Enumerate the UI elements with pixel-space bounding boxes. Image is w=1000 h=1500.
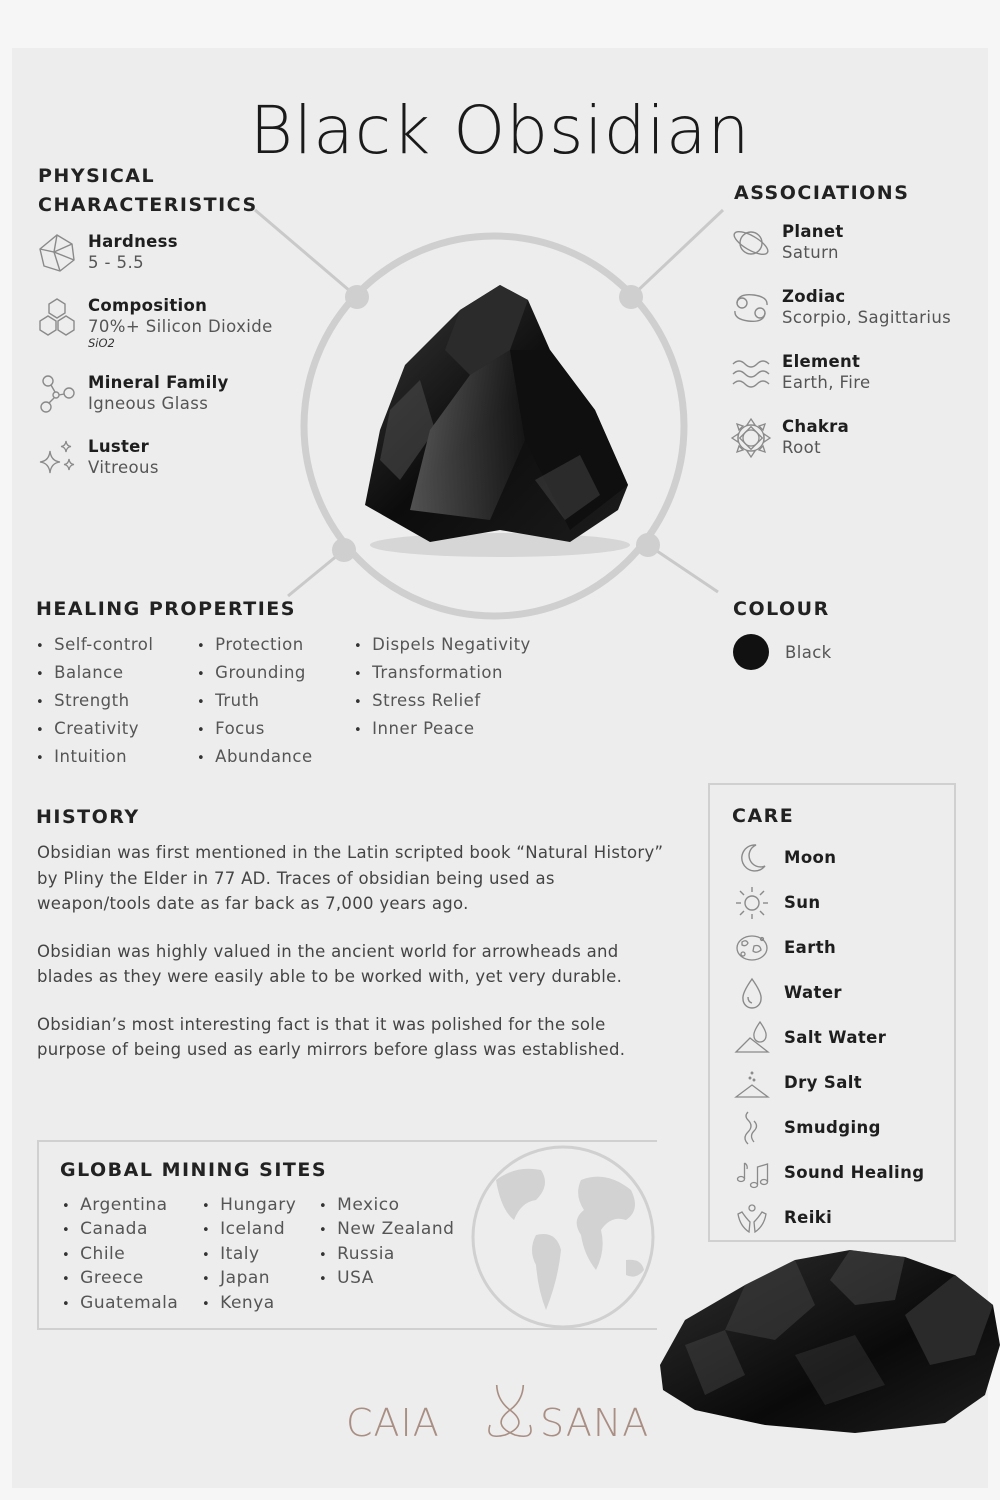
zodiac-icon [730,287,772,329]
care-label: Earth [784,938,837,957]
zodiac-item [730,287,990,352]
zodiac-label: Zodiac [782,287,846,306]
mining-item: • Hungary [202,1194,296,1218]
waves-icon [730,352,772,394]
earth-icon [734,930,770,966]
mineral-family-value: Igneous Glass [88,394,209,413]
history-paragraph: Obsidian’s most interesting fact is that it was polished for the sole purpose of being used as early mirrors before glass was established. [37,1014,626,1059]
mining-item: • New Zealand [319,1218,454,1242]
care-item-sound-healing [734,1150,954,1195]
logo-text-left: CAIA [346,1401,440,1445]
history-paragraph: Obsidian was highly valued in the ancient world for arrowheads and blades as they were easily able to be worked with, yet very durable. [37,941,623,986]
zodiac-value: Scorpio, Sagittarius [782,308,952,327]
planet-label: Planet [782,222,844,241]
mining-item: • Kenya [202,1292,296,1316]
care-item-moon [734,835,954,880]
mining-heading: GLOBAL MINING SITES [60,1159,328,1181]
mining-item: • Chile [62,1243,178,1267]
care-label: Sun [784,893,821,912]
care-item-sun [734,880,954,925]
crystal-icon [36,232,78,274]
care-label: Moon [784,848,837,867]
mining-item: • Russia [319,1243,454,1267]
healing-item: • Grounding [197,660,313,688]
salt-water-icon [734,1020,770,1056]
dry-salt-icon [734,1065,770,1101]
composition-item [36,296,316,373]
mining-item: • Greece [62,1267,178,1291]
care-label: Salt Water [784,1028,887,1047]
mining-item: • USA [319,1267,454,1291]
sparkle-icon [36,437,78,479]
hardness-item [36,232,316,296]
planet-icon [730,222,772,264]
water-drop-icon [734,975,770,1011]
care-item-salt-water [734,1015,954,1060]
physical-heading-line1: PHYSICAL [38,165,156,187]
care-label: Dry Salt [784,1073,863,1092]
mining-item: • Guatemala [62,1292,178,1316]
mining-list-col1 [62,1194,178,1316]
mining-item: • Canada [62,1218,178,1242]
colour-name: Black [785,642,832,662]
obsidian-stone-image [350,280,640,570]
mineral-family-item [36,373,316,437]
element-item [730,352,990,417]
obsidian-stone-bottom-image [655,1245,1000,1435]
mining-list-col2 [202,1194,296,1316]
care-item-reiki [734,1195,954,1240]
physical-list [36,232,316,497]
reiki-hands-icon [734,1200,770,1236]
sun-icon [734,885,770,921]
mining-item: • Argentina [62,1194,178,1218]
healing-item: • Protection [197,632,313,660]
healing-item: • Strength [36,688,153,716]
smudging-icon [734,1110,770,1146]
hardness-label: Hardness [88,232,178,251]
luster-item [36,437,316,497]
colour-row [733,634,832,670]
hardness-value: 5 - 5.5 [88,253,144,272]
mining-item: • Iceland [202,1218,296,1242]
luster-label: Luster [88,437,150,456]
healing-item: • Intuition [36,744,153,772]
care-label: Smudging [784,1118,881,1137]
globe-icon [466,1140,660,1334]
caia-sana-logo [340,1385,680,1445]
composition-value: 70%+ Silicon Dioxide [88,317,273,336]
care-label: Sound Healing [784,1163,925,1182]
physical-heading [38,162,258,220]
mining-list-col3 [319,1194,454,1292]
element-value: Earth, Fire [782,373,871,392]
healing-item: • Truth [197,688,313,716]
healing-item: • Dispels Negativity [354,632,531,660]
music-notes-icon [734,1155,770,1191]
healing-item: • Inner Peace [354,716,531,744]
healing-item: • Transformation [354,660,531,688]
chakra-item [730,417,990,477]
healing-item: • Abundance [197,744,313,772]
care-heading: CARE [732,805,795,827]
healing-item: • Self-control [36,632,153,660]
history-heading: HISTORY [36,806,140,828]
healing-list-col2 [197,632,313,772]
healing-item: • Balance [36,660,153,688]
planet-value: Saturn [782,243,839,262]
care-panel [708,783,956,1242]
mining-item: • Mexico [319,1194,454,1218]
associations-heading: ASSOCIATIONS [734,182,910,204]
healing-item: • Focus [197,716,313,744]
lotus-icon [730,417,772,459]
colour-swatch [733,634,769,670]
associations-list [730,222,990,477]
logo-text-right: SANA [540,1401,650,1445]
healing-item: • Creativity [36,716,153,744]
care-label: Water [784,983,842,1002]
care-label: Reiki [784,1208,833,1227]
history-text [37,840,667,1085]
chakra-label: Chakra [782,417,850,436]
mining-item: • Italy [202,1243,296,1267]
care-item-water [734,970,954,1015]
luster-value: Vitreous [88,458,159,477]
healing-heading: HEALING PROPERTIES [36,598,296,620]
chakra-value: Root [782,438,821,457]
page-title: Black Obsidian [249,92,751,169]
molecule-icon [36,373,78,415]
composition-label: Composition [88,296,208,315]
mineral-family-label: Mineral Family [88,373,229,392]
care-item-dry-salt [734,1060,954,1105]
colour-heading: COLOUR [733,598,830,620]
planet-item [730,222,990,287]
moon-icon [734,840,770,876]
history-paragraph: Obsidian was first mentioned in the Latin scripted book “Natural History” by Pliny the Elder in 77 AD. Traces of obsidian being used as weapon/tools date as far back as 7,000 years ago. [37,843,664,913]
mining-item: • Japan [202,1267,296,1291]
care-item-smudging [734,1105,954,1150]
healing-list-col3 [354,632,531,744]
composition-formula: SiO2 [88,336,115,350]
care-list [734,835,954,1240]
care-item-earth [734,925,954,970]
hexagon-cluster-icon [36,296,78,338]
healing-item: • Stress Relief [354,688,531,716]
healing-list-col1 [36,632,153,772]
element-label: Element [782,352,861,371]
physical-heading-line2: CHARACTERISTICS [38,194,258,216]
